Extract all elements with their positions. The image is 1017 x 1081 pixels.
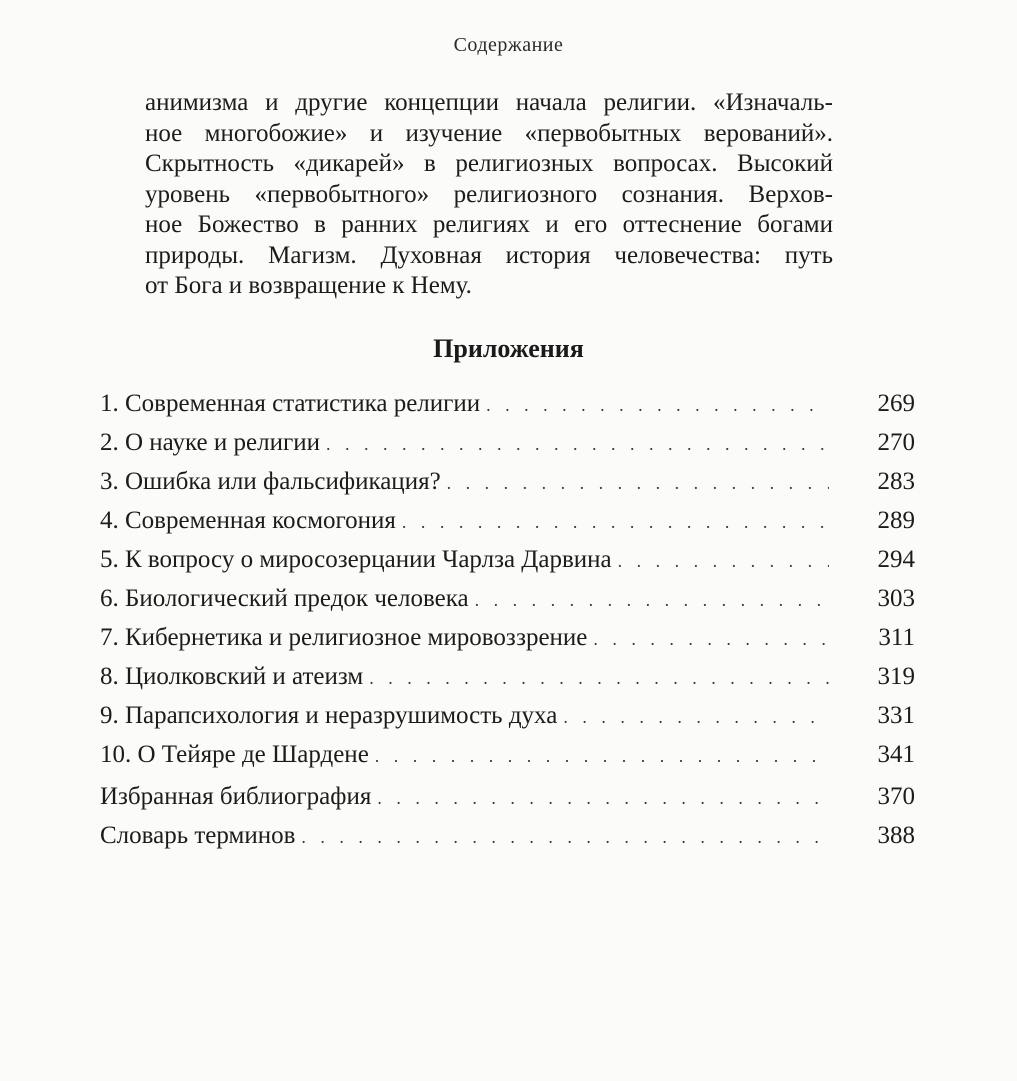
toc-entry: [100, 618, 915, 657]
toc-entry-title: 8. Циолковский и атеизм: [100, 663, 364, 690]
toc-dot-leader: [486, 386, 829, 425]
toc-entry-title: Избранная библиография: [100, 783, 372, 810]
toc-entry-page: 294: [877, 546, 915, 573]
summary-line: уровень «первобытного» религиозного сознания. Верхов-: [145, 180, 833, 208]
toc-entry-page: 283: [877, 468, 915, 495]
toc-entry-title: 5. К вопросу о миросозерцании Чарлза Дарвина: [100, 546, 612, 573]
chapter-summary: [145, 88, 833, 302]
toc-dot-leader: [475, 581, 829, 620]
toc-entry-page: 319: [877, 663, 915, 690]
toc-entry-page: 270: [877, 429, 915, 456]
toc-entry: [100, 384, 915, 423]
toc-entry-title: 4. Современная космогония: [100, 507, 396, 534]
toc-dot-leader: [402, 503, 829, 542]
toc-entry: [100, 579, 915, 618]
toc-entry: [100, 735, 915, 774]
toc-entry-page: 289: [877, 507, 915, 534]
summary-line: анимизма и другие концепции начала религии. «Изначаль-: [145, 89, 833, 116]
toc-entry: [100, 777, 915, 816]
toc-dot-leader: [369, 659, 829, 698]
toc-entry-title: Словарь терминов: [100, 822, 296, 849]
toc-entry-page: 388: [877, 822, 915, 849]
toc-entry-title: 6. Биологический предок человека: [100, 585, 469, 612]
toc-entry-page: 331: [877, 702, 915, 729]
toc-entry-page: 311: [878, 624, 915, 651]
toc-entry: [100, 501, 915, 540]
toc-entry-title: 2. О науке и религии: [100, 429, 320, 456]
toc-entry: [100, 462, 915, 501]
section-title: Приложения: [433, 334, 584, 363]
toc-dot-leader: [447, 464, 829, 503]
toc-list: [100, 384, 915, 855]
toc-entry: [100, 696, 915, 735]
summary-line: природы. Магизм. Духовная история человечества: путь: [145, 241, 833, 269]
toc-entry-title: 7. Кибернетика и религиозное мировоззрение: [100, 624, 588, 651]
toc-entry-title: 9. Парапсихология и неразрушимость духа: [100, 702, 558, 729]
toc-dot-leader: [326, 425, 829, 464]
toc-entry-page: 370: [877, 783, 915, 810]
summary-line: Скрытность «дикарей» в религиозных вопросах. Высокий: [145, 150, 833, 177]
toc-entry-title: 1. Современная статистика религии: [100, 390, 481, 417]
toc-entry: [100, 657, 915, 696]
toc-dot-leader: [563, 698, 829, 737]
summary-line: ное Божество в ранних религиях и его оттеснение богами: [145, 211, 833, 238]
summary-line: ное многобожие» и изучение «первобытных верований».: [145, 119, 833, 147]
toc-dot-leader: [377, 779, 829, 818]
toc-entry-page: 303: [877, 585, 915, 612]
toc-entry: [100, 423, 915, 462]
toc-dot-leader: [301, 818, 829, 857]
toc-entry-page: 269: [877, 390, 915, 417]
toc-dot-leader: [618, 542, 829, 581]
toc-entry-title: 10. О Тейяре де Шардене: [100, 741, 369, 768]
toc-entry: [100, 540, 915, 579]
toc-entry: [100, 816, 915, 855]
toc-dot-leader: [593, 620, 829, 659]
toc-dot-leader: [375, 737, 829, 776]
toc-entry-title: 3. Ошибка или фальсификация?: [100, 468, 441, 495]
toc-entry-page: 341: [877, 741, 915, 768]
running-head: Содержание: [453, 34, 564, 56]
summary-line: от Бога и возвращение к Нему.: [145, 272, 472, 299]
